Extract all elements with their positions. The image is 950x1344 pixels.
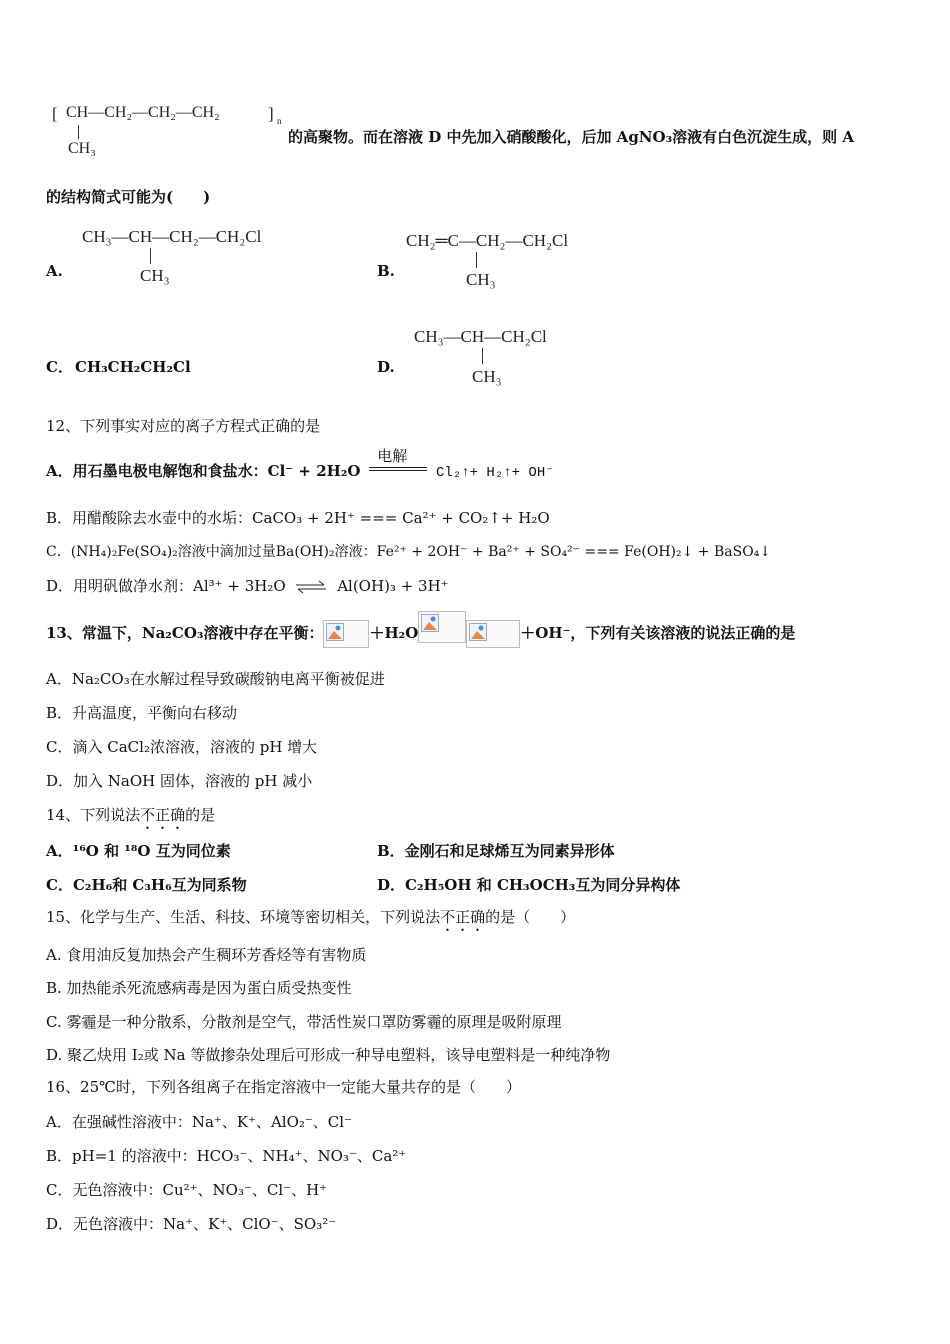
q15-stem-pre: 15、化学与生产、生活、科技、环境等密切相关，下列说法 — [46, 908, 441, 926]
q11-option-c: C． — [46, 358, 73, 376]
q15-stem — [46, 907, 575, 935]
q13-stem-pre: 13、常温下，Na₂CO₃溶液中存在平衡： — [46, 624, 324, 642]
q13-option-d: D．加入 NaOH 固体，溶液的 pH 减小 — [46, 772, 313, 790]
q12-option-c: C．(NH₄)₂Fe(SO₄)₂溶液中滴加过量Ba(OH)₂溶液：Fe²⁺ + 2OH⁻ + Ba²⁺ + SO₄²⁻ === Fe(OH)₂↓ + BaSO₄↓ — [46, 544, 772, 560]
q16-option-a: A．在强碱性溶液中：Na⁺、K⁺、AlO₂⁻、Cl⁻ — [46, 1113, 352, 1131]
q11-option-a-branch: CH₃ — [140, 266, 170, 285]
q14-stem-pre: 14、下列说法 — [46, 806, 141, 824]
q13-stem-post: ＋OH⁻，下列有关该溶液的说法正确的是 — [520, 624, 796, 642]
q14-option-b: B．金刚石和足球烯互为同素异形体 — [377, 842, 615, 860]
q12-option-d — [46, 576, 449, 596]
electrolysis-condition: 电解 — [377, 447, 408, 465]
q13-option-a: A．Na₂CO₃在水解过程导致碳酸钠电离平衡被促进 — [46, 670, 385, 688]
q11-option-b-bond — [476, 252, 477, 268]
q11-option-b-label: B. — [377, 262, 395, 280]
broken-image-icon — [466, 620, 520, 648]
polymer-main-chain: CH—CH₂—CH₂—CH₂ — [66, 104, 220, 121]
q15-option-d: D. 聚乙炔用 I₂或 Na 等做掺杂处理后可形成一种导电塑料，该导电塑料是一种纯净物 — [46, 1046, 611, 1064]
q11-option-d-structure: CH₃—CH—CH₂Cl — [414, 327, 547, 346]
q16-option-d: D．无色溶液中：Na⁺、K⁺、ClO⁻、SO₃²⁻ — [46, 1215, 337, 1233]
q11-option-d-label: D. — [377, 358, 395, 376]
q12-option-d-post: Al(OH)₃ + 3H⁺ — [337, 577, 449, 595]
q12-option-a-pre: A．用石墨电极电解饱和食盐水：Cl⁻ + 2H₂O — [46, 462, 361, 480]
broken-image-icon — [323, 620, 369, 648]
q15-stem-emphasis: 不正确 — [440, 908, 486, 926]
q12-option-b: B．用醋酸除去水壶中的水垢：CaCO₃ + 2H⁺ === Ca²⁺ + CO₂↑+ H₂O — [46, 509, 550, 527]
polymer-bracket-right: ] — [268, 104, 274, 123]
q11-option-d-bond — [482, 348, 483, 364]
q11-option-b-structure: CH₂═C—CH₂—CH₂Cl — [406, 231, 569, 250]
q11-stem-line2: 的结构简式可能为( ) — [46, 188, 211, 206]
q16-option-b: B．pH=1 的溶液中：HCO₃⁻、NH₄⁺、NO₃⁻、Ca²⁺ — [46, 1147, 407, 1165]
q14-option-d: D．C₂H₅OH 和 CH₃OCH₃互为同分异构体 — [377, 876, 681, 894]
q12-option-a-post: Cl₂↑+ H₂↑+ OH⁻ — [436, 465, 554, 481]
q11-option-c-text: CH₃CH₂CH₂Cl — [75, 358, 191, 376]
q12-stem: 12、下列事实对应的离子方程式正确的是 — [46, 417, 321, 435]
electrolysis-arrow — [365, 447, 431, 481]
q14-option-a: A．¹⁶O 和 ¹⁸O 互为同位素 — [46, 842, 231, 860]
polymer-bracket-left: [ — [52, 104, 58, 123]
broken-image-icon — [418, 611, 466, 643]
polymer-n: n — [277, 116, 282, 126]
q11-option-a-bond — [150, 248, 151, 264]
q12-option-a — [46, 447, 554, 483]
q11-option-b-branch: CH₃ — [466, 270, 496, 289]
polymer-branch: CH₃ — [68, 140, 96, 157]
q16-stem: 16、25℃时，下列各组离子在指定溶液中一定能大量共存的是（ ） — [46, 1078, 521, 1096]
polymer-branch-bond — [78, 125, 79, 139]
q13-plus-h2o: ＋H₂O — [369, 624, 419, 642]
q11-option-d-branch: CH₃ — [472, 367, 502, 386]
q15-stem-post: 的是（ ） — [485, 908, 576, 926]
reversible-arrow-icon — [294, 580, 328, 594]
q15-option-a: A. 食用油反复加热会产生稠环芳香烃等有害物质 — [46, 946, 367, 964]
q14-stem-post: 的是 — [185, 806, 216, 824]
q14-stem — [46, 805, 215, 833]
q16-option-c: C．无色溶液中：Cu²⁺、NO₃⁻、Cl⁻、H⁺ — [46, 1181, 328, 1199]
q13-option-c: C．滴入 CaCl₂浓溶液，溶液的 pH 增大 — [46, 738, 318, 756]
q15-option-c: C. 雾霾是一种分散系，分散剂是空气，带活性炭口罩防雾霾的原理是吸附原理 — [46, 1013, 562, 1031]
q11-option-a-structure: CH₃—CH—CH₂—CH₂Cl — [82, 227, 262, 246]
q13-option-b: B．升高温度，平衡向右移动 — [46, 704, 238, 722]
q11-stem-tail: 的高聚物。而在溶液 D 中先加入硝酸酸化，后加 AgNO₃溶液有白色沉淀生成，则 A — [288, 128, 855, 146]
q15-option-b: B. 加热能杀死流感病毒是因为蛋白质受热变性 — [46, 979, 352, 997]
q12-option-d-pre: D．用明矾做净水剂：Al³⁺ + 3H₂O — [46, 577, 286, 595]
q11-option-a-label: A. — [46, 262, 63, 280]
q13-stem — [46, 620, 795, 646]
q14-stem-emphasis: 不正确 — [140, 806, 186, 824]
q14-option-c: C．C₂H₆和 C₃H₆互为同系物 — [46, 876, 247, 894]
